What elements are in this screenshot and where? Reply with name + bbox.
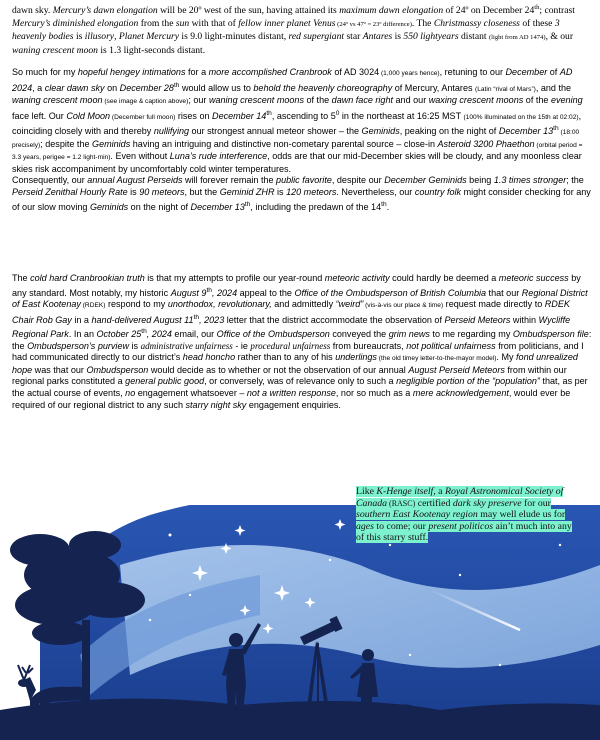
text-run: Ombudsperson’s purview [27, 340, 130, 351]
text-run: Asteroid 3200 Phaethon [437, 138, 535, 149]
text-run: Ombudsperson [86, 364, 149, 375]
text-run: , but the [184, 186, 220, 197]
text-run: of [547, 67, 560, 77]
text-run: , a [32, 82, 45, 93]
text-run: rises on [175, 110, 213, 121]
text-run: distant [458, 31, 489, 43]
text-run: conveyed the [329, 329, 389, 340]
text-run: , 2024 [146, 329, 172, 340]
text-run: grim news [388, 329, 430, 340]
small-note: (RDEK) [80, 302, 106, 310]
text-run: October 25 [96, 329, 142, 340]
paragraph-text [12, 175, 592, 213]
text-run: cold hard Cranbrookian truth [30, 273, 145, 283]
text-run: evening [550, 95, 583, 106]
text-run: So much for my [12, 67, 78, 77]
text-run: red supergiant [288, 31, 345, 43]
text-run: starry night sky [185, 399, 247, 410]
text-run: December 13 [498, 126, 554, 137]
text-run: Christmassy closeness [433, 17, 520, 29]
text-run: 550 lightyears [403, 31, 459, 43]
text-run: illusory [84, 31, 115, 43]
text-run: underlings [335, 352, 377, 363]
text-run: in the northeast at 16:25 MST [339, 110, 464, 121]
text-run: from the [138, 17, 176, 29]
star-icon [559, 544, 561, 546]
text-run: Luna’s rude interference [169, 151, 268, 162]
text-run: not political unfairness [406, 340, 496, 351]
star-icon [189, 594, 191, 596]
text-run: behold the heavenly choreography [253, 82, 393, 93]
star-icon [329, 559, 331, 561]
text-run: with that of [189, 17, 239, 29]
text-run: to come; our [373, 520, 429, 532]
text-run: from bureaucrats, [330, 340, 407, 351]
text-run: engagement whatsoever – [135, 387, 247, 398]
text-run: letter that the district accommodate the observation of [224, 314, 445, 325]
text-run: procedural unfairness [250, 340, 331, 351]
text-run: , peaking on the night of [399, 126, 499, 137]
text-run: December 14 [212, 110, 267, 121]
text-run: Regional District of East Kootenay [12, 287, 588, 310]
text-run: ; the [566, 175, 584, 186]
text-run: hand-delivered August 11 [91, 314, 194, 325]
text-run: within [510, 314, 539, 325]
text-run: ; contrast [539, 5, 575, 17]
text-run: AD 2024 [12, 67, 573, 93]
text-run: respond to my [105, 299, 168, 310]
text-run: August 9 [170, 287, 207, 298]
text-run: is that my attempts to profile our year-round [144, 273, 325, 283]
text-run: meteoric success [498, 273, 569, 283]
star-icon [149, 619, 151, 621]
star-icon [499, 664, 501, 666]
text-run: Antares [362, 31, 393, 43]
small-note: (vis-à-vis our place & time) [363, 302, 444, 310]
small-note: (18:00 precisely) [12, 129, 580, 149]
text-run: in a [71, 314, 92, 325]
text-run: , or conversely, was of relevance only to such a [204, 376, 397, 387]
text-run: meteoric activity [324, 273, 390, 283]
text-run: on the night of [128, 201, 191, 212]
text-run: star [344, 31, 363, 43]
text-run: of these [519, 17, 555, 29]
text-run: , and the [535, 82, 572, 93]
text-run: present politicos [428, 520, 494, 532]
superscript: th [206, 286, 212, 294]
text-run: of the [523, 95, 551, 106]
text-run: Perseid Zenithal Hourly Rate [12, 186, 128, 197]
text-run: waning crescent moon [12, 44, 98, 56]
text-run: dawn sky. [12, 5, 53, 17]
text-run: , including the predawn of the 14 [250, 201, 382, 212]
text-run: Mercury’s diminished elongation [12, 17, 139, 29]
text-run: administrative unfairness [140, 340, 233, 351]
text-run: southern East Kootenay region [356, 509, 478, 521]
text-run: will be 20º west of the sun, having attained its [157, 5, 340, 17]
text-run: Geminids [89, 201, 129, 212]
text-run: of the [303, 95, 332, 106]
text-run: our strongest annual meteor shower – the [189, 126, 362, 137]
text-run: of Mercury, Antares [392, 82, 476, 93]
text-run: being [466, 175, 494, 186]
text-run: no [125, 387, 136, 398]
small-note: (see image & caption above) [102, 98, 189, 106]
text-run: , ascending to 5 [271, 110, 336, 121]
text-run: December [505, 67, 548, 77]
text-run: by any standard. Most notably, my historic [12, 273, 581, 298]
text-run: Wycliffe Regional Park [12, 314, 571, 340]
text-run: 120 meteors [286, 186, 337, 197]
text-run: is [73, 31, 85, 43]
text-run: dawn face right [331, 95, 394, 106]
text-run: AD 3024 [343, 67, 380, 77]
text-run: . [386, 201, 390, 212]
superscript: th [266, 109, 272, 117]
top-paragraph [12, 2, 590, 58]
small-note: (light from AD 1474) [488, 34, 546, 42]
paragraph-text [12, 273, 592, 411]
text-run: nullifying [153, 126, 190, 137]
text-run: waxing crescent moons [428, 95, 524, 106]
small-note: (Latin “rival of Mars”) [475, 85, 536, 93]
superscript: th [244, 200, 251, 208]
text-run: August Perseid Meteors [408, 364, 505, 375]
text-run: clear dawn sky [44, 82, 105, 93]
superscript: th [141, 328, 147, 336]
text-run: from politicians, and I had communicated directly to our district’s [12, 340, 584, 363]
text-run: negligible portion of the “population” [396, 376, 540, 387]
text-run: is [127, 186, 140, 197]
text-run: Office of the Ombudsperson [216, 329, 330, 340]
star-icon [169, 534, 172, 537]
superscript: th [534, 4, 540, 11]
text-run: not a written response [246, 387, 336, 398]
text-run: was that our [32, 364, 87, 375]
text-run: 3 heavenly bodies [12, 17, 560, 43]
small-note: (24º vs 47º = 23º difference) [335, 20, 412, 28]
text-run: Consequently, our [12, 175, 88, 186]
text-run: could hardly be deemed a [389, 273, 499, 283]
text-run: having an intriguing and distinctive non-cometary parental source – close-in [130, 138, 438, 149]
text-run: is 1.3 light-seconds distant. [97, 44, 206, 56]
text-run: unorthodox, revolutionary, [167, 299, 272, 310]
text-run: . In an [68, 329, 97, 340]
text-run: , nor so much as a [335, 387, 413, 398]
small-note: (RASC) [387, 498, 416, 508]
text-run: on [104, 82, 120, 93]
text-run: ; our [188, 95, 209, 106]
text-run: hopeful hengey intimations [77, 67, 186, 77]
superscript: 0 [335, 109, 340, 117]
text-run: ages [356, 520, 374, 532]
text-run: from within our regional parks constituted a [12, 364, 567, 387]
superscript: th [553, 125, 559, 133]
text-run: Geminids [92, 138, 131, 149]
text-run: might consider checking for any of our slow moving [12, 186, 591, 212]
text-run: , would ever be required of our regional district to any such [12, 387, 571, 410]
text-run: email, our [171, 329, 217, 340]
text-run: Like [356, 486, 377, 497]
text-run: request made directly to [443, 299, 545, 310]
superscript: th [173, 81, 180, 89]
text-run: , 2024 [211, 287, 238, 298]
text-run: of 24º on December 24 [443, 5, 535, 17]
image-caption [356, 486, 574, 544]
text-run: 1.3 times stronger [493, 175, 567, 186]
text-run: country folk [414, 186, 462, 197]
text-run: Perseid Meteors [444, 314, 511, 325]
text-run: that, as per the actual course of events, [12, 376, 588, 398]
text-run: , despite our [331, 175, 385, 186]
text-run: , retuning to our [439, 67, 506, 77]
text-run: would allow us to [179, 82, 254, 93]
text-run: sun [175, 17, 190, 29]
text-run: engagement enquiries. [246, 399, 341, 410]
text-run: K-Henge itself [376, 486, 434, 497]
text-run: is [129, 340, 141, 351]
text-run: Planet Mercury [118, 31, 179, 43]
text-run: for our [521, 497, 551, 509]
text-run: for a [185, 67, 209, 77]
text-run: rather than to any of his [235, 352, 336, 363]
text-run: “weird” [335, 299, 364, 310]
text-run: will forever remain the [182, 175, 277, 186]
text-run: more accomplished Cranbrook [208, 67, 332, 77]
text-run: Royal Astronomical Society of Canada [356, 486, 564, 509]
text-run: . Nevertheless, our [336, 186, 415, 197]
text-run: would decide as to whether or not the observation of our annual [148, 364, 409, 375]
text-run: Office of the Ombudsperson of British Columbia [294, 287, 487, 298]
superscript: th [193, 313, 200, 321]
paragraph-cranbrook-skies [12, 67, 592, 213]
text-run: , coinciding closely with and thereby [12, 110, 582, 137]
text-run: waning crescent moons [208, 95, 304, 106]
text-run: Geminid ZHR [219, 186, 275, 197]
text-run: maximum dawn elongation [339, 5, 444, 17]
star-icon [459, 574, 461, 576]
text-run: general public good [125, 376, 205, 387]
text-run: and admittedly [271, 299, 336, 310]
text-run: , a [433, 486, 445, 497]
text-run: Geminids [361, 126, 400, 137]
text-run: Mercury’s dawn elongation [52, 5, 158, 17]
text-run: fellow inner planet Venus [238, 17, 336, 29]
text-run: of [331, 67, 344, 77]
text-run: dark sky preserve [452, 497, 522, 509]
text-run: is [392, 31, 404, 43]
text-run: face left. Our [12, 110, 67, 121]
text-run: and our [393, 95, 429, 106]
text-run: . Even without [110, 151, 170, 162]
text-run: may well elude us for [477, 509, 566, 521]
small-note: (1,000 years hence) [379, 70, 440, 77]
small-note: (100% illuminated on the 15th at 02:02) [463, 113, 579, 121]
paragraph-ombudsperson [12, 273, 592, 411]
text-run: December Geminids [384, 175, 467, 186]
text-run: public favorite [276, 175, 332, 186]
text-run: appeal to the [237, 287, 295, 298]
text-run: to me regarding my [429, 329, 513, 340]
small-note: (the old timey letter-to-the-mayor model) [376, 355, 497, 363]
text-run: fond unrealized hope [12, 352, 578, 375]
text-run: that our [486, 287, 522, 298]
text-run: 90 meteors [139, 186, 185, 197]
text-run: The [12, 273, 31, 283]
text-run: mere acknowledgement [412, 387, 509, 398]
text-run: , & our [545, 31, 574, 43]
text-run: certified [415, 497, 453, 509]
text-run: Cold Moon [66, 110, 111, 121]
text-run: Ombudsperson file [512, 329, 589, 340]
superscript: th [381, 200, 387, 208]
text-run: December 28 [119, 82, 174, 93]
text-run: . My [496, 352, 517, 363]
star-icon [389, 544, 391, 546]
text-run: , odds are that our mid-December skies will be cloudy, and any moonless clear skies risk accompaniment by uncomfortably cold winter temperatures. [12, 151, 582, 174]
text-run: , 2023 [199, 314, 225, 325]
text-run: annual August Perseids [87, 175, 183, 186]
text-run: ; despite the [40, 138, 93, 149]
small-note: (orbital period = 3.3 years, perigee = 1.2 light-min) [12, 141, 583, 162]
text-run: : the [12, 329, 592, 351]
text-run: RDEK Chair Rob Gay [12, 299, 570, 325]
small-note: (December full moon) [110, 113, 176, 121]
text-run: December 13 [190, 201, 245, 212]
text-run: is 9.0 light-minutes distant, [179, 31, 289, 43]
text-run: ain’t much into any of this starry stuff. [356, 520, 572, 544]
text-run: . The [411, 17, 434, 29]
text-run: , [114, 31, 119, 43]
text-run: - ie [232, 340, 251, 351]
text-run: is [274, 186, 287, 197]
star-icon [409, 654, 411, 656]
text-run: waning crescent moon [12, 95, 103, 106]
paragraph-text [12, 67, 592, 175]
text-run: head honcho [182, 352, 236, 363]
